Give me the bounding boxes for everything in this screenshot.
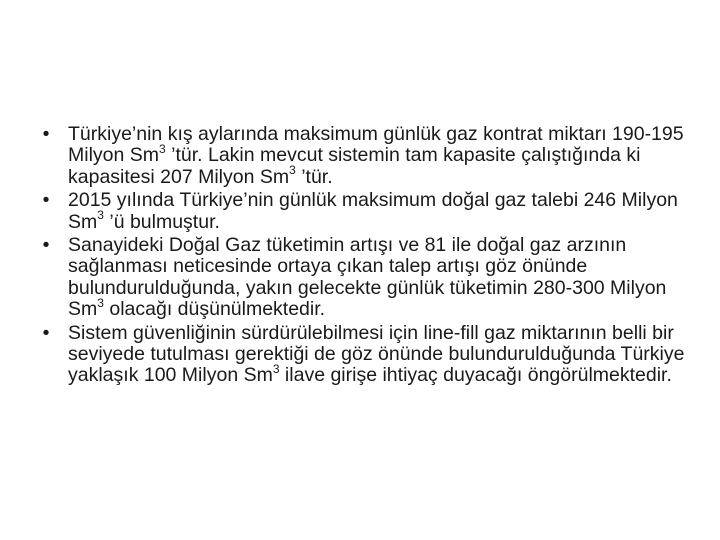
- bullet-item-future-consumption: [36, 235, 696, 321]
- bullet-marker: •: [42, 321, 50, 344]
- superscript: 3: [159, 141, 166, 156]
- bullet-text: Sistem güvenliğinin sürdürülebilmesi için line-fill gaz miktarının belli bir seviyede tutulması gerektiği de göz önünde bulundurulduğunda Türkiye yaklaşık 100 Milyon Sm: [68, 321, 685, 387]
- bullet-text: ilave girişe ihtiyaç duyacağı öngörülmektedir.: [279, 364, 672, 387]
- bullet-marker: •: [42, 123, 50, 145]
- bullet-item-winter-capacity: [36, 124, 696, 188]
- bullet-text: 2015 yılında Türkiye’nin günlük maksimum doğal gaz talebi 246 Milyon Sm: [68, 189, 678, 233]
- bullet-list: [36, 124, 696, 389]
- bullet-marker: •: [42, 234, 50, 257]
- bullet-text: Türkiye’nin kış aylarında maksimum günlük gaz kontrat miktarı 190-195 Milyon Sm: [68, 123, 684, 167]
- superscript: 3: [97, 208, 104, 223]
- bullet-item-system-security: [36, 323, 696, 387]
- superscript: 3: [97, 295, 104, 310]
- superscript: 3: [272, 361, 280, 376]
- bullet-text: Sanayideki Doğal Gaz tüketimin artışı ve 81 ile doğal gaz arzının sağlanması neticesinde ortaya çıkan talep artışı göz önünde bulundurulduğunda, yakın gelecekte günlük tüketimin 280-300 Milyon Sm: [68, 234, 667, 321]
- superscript: 3: [289, 163, 296, 178]
- bullet-text: ’tür.: [295, 165, 333, 188]
- bullet-marker: •: [42, 189, 50, 212]
- bullet-text: olacağı düşünülmektedir.: [103, 298, 326, 321]
- bullet-item-2015-demand: [36, 190, 696, 233]
- bullet-text: ’ü bulmuştur.: [103, 210, 220, 233]
- bullet-text: ’tür. Lakin mevcut sistemin tam kapasite çalıştığında ki kapasitesi 207 Milyon Sm: [68, 144, 641, 188]
